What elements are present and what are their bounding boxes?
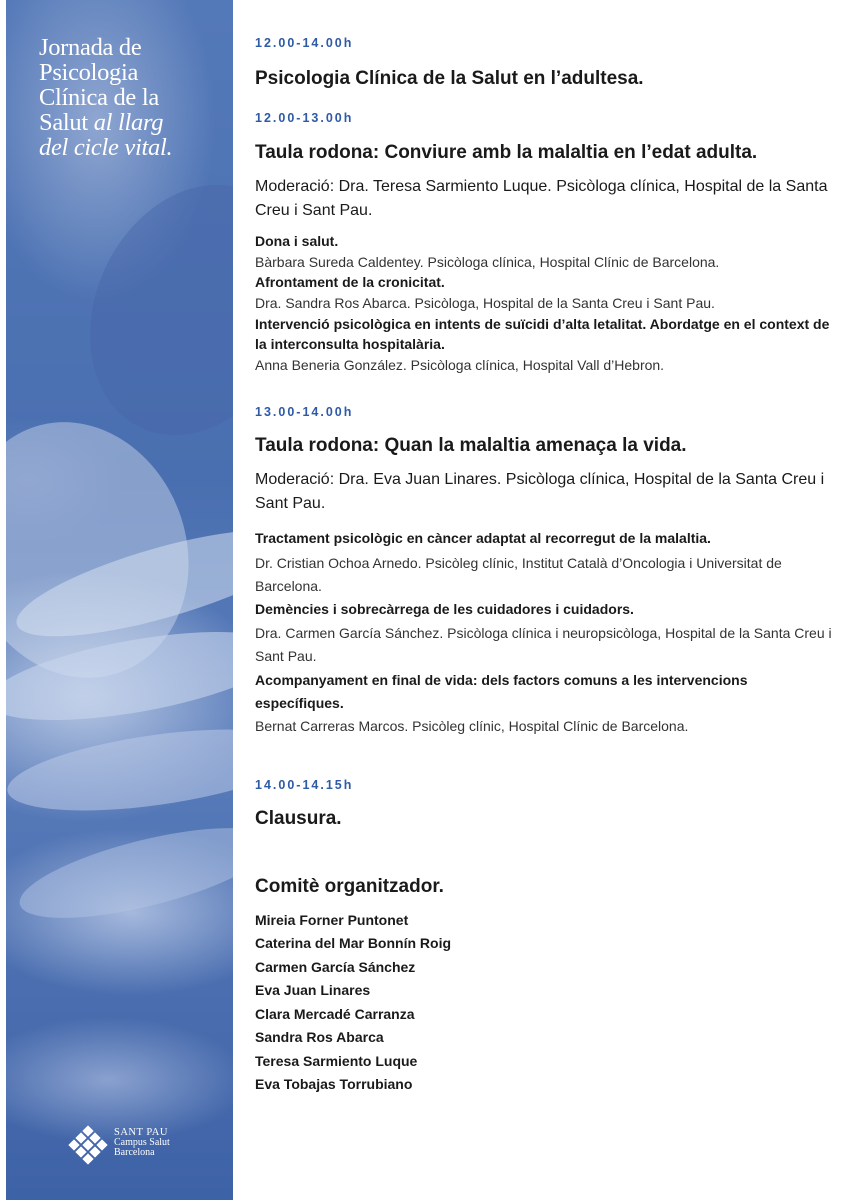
sant-pau-logo (70, 1125, 170, 1161)
committee-member: Carmen García Sánchez (255, 959, 416, 975)
logo-line: SANT PAU (114, 1127, 168, 1138)
talk-title: Acompanyament en final de vida: dels factors comuns a les intervencions específiques. (255, 672, 748, 711)
event-title-italic: al llarg (93, 109, 164, 136)
committee-member: Eva Tobajas Torrubiano (255, 1076, 413, 1092)
committee-member: Sandra Ros Abarca (255, 1029, 384, 1045)
session-title: Taula rodona: Conviure amb la malaltia en l’edat adulta. (255, 142, 758, 163)
time-slot: 14.00-14.15h (255, 778, 354, 792)
talk-speaker: Bàrbara Sureda Caldentey. Psicòloga clínica, Hospital Clínic de Barcelona. (255, 254, 720, 270)
event-title-line (39, 135, 229, 160)
committee-member: Teresa Sarmiento Luque (255, 1053, 418, 1069)
committee-member: Eva Juan Linares (255, 982, 371, 998)
talk-title: Demències i sobrecàrrega de les cuidadores i cuidadors. (255, 601, 634, 617)
committee-title: Comitè organitzador. (255, 876, 444, 897)
talk-title: Dona i salut. (255, 233, 339, 249)
diamond-logo-icon (70, 1125, 106, 1161)
event-title-line: Jornada de (39, 34, 142, 61)
talk-title: Afrontament de la cronicitat. (255, 274, 445, 290)
photo-shape (12, 810, 233, 937)
talk-title: Tractament psicològic en càncer adaptat al recorregut de la malaltia. (255, 530, 711, 546)
talk-speaker: Bernat Carreras Marcos. Psicòleg clínic, Hospital Clínic de Barcelona. (255, 718, 689, 734)
talk-speaker: Dra. Sandra Ros Abarca. Psicòloga, Hospital de la Santa Creu i Sant Pau. (255, 295, 715, 311)
talk-title: Intervenció psicològica en intents de suïcidi d’alta letalitat. Abordatge en el context de la interconsulta hospitalària. (255, 316, 830, 352)
logo-line: Campus Salut (114, 1137, 170, 1148)
talk-speaker: Dr. Cristian Ochoa Arnedo. Psicòleg clínic, Institut Català d’Oncologia i Universitat de Barcelona. (255, 555, 782, 594)
committee-member: Mireia Forner Puntonet (255, 912, 409, 928)
session-title: Taula rodona: Quan la malaltia amenaça la vida. (255, 435, 687, 456)
sidebar-photo-panel (6, 0, 233, 1200)
session-title: Psicologia Clínica de la Salut en l’adultesa. (255, 68, 644, 89)
moderation: Moderació: Dra. Teresa Sarmiento Luque. Psicòloga clínica, Hospital de la Santa Creu i Sant Pau. (255, 178, 828, 219)
event-title (39, 35, 229, 160)
time-slot: 13.00-14.00h (255, 405, 354, 419)
event-title-line: Clínica de la (39, 84, 159, 111)
time-slot: 12.00-14.00h (255, 36, 354, 50)
event-title-line: Psicologia (39, 59, 139, 86)
talk-speaker: Anna Beneria González. Psicòloga clínica, Hospital Vall d’Hebron. (255, 357, 665, 373)
logo-line: Barcelona (114, 1147, 155, 1158)
photo-shape (6, 714, 233, 825)
event-title-text: Salut (39, 109, 94, 136)
event-title-italic: del cicle vital. (39, 134, 173, 161)
talk-speaker: Dra. Carmen García Sánchez. Psicòloga clínica i neuropsicòloga, Hospital de la Santa Creu i Sant Pau. (255, 625, 832, 664)
time-slot: 12.00-13.00h (255, 111, 354, 125)
committee-member: Clara Mercadé Carranza (255, 1006, 415, 1022)
logo-text (114, 1128, 170, 1158)
event-title-line (39, 110, 229, 135)
moderation: Moderació: Dra. Eva Juan Linares. Psicòloga clínica, Hospital de la Santa Creu i Sant Pau. (255, 471, 825, 512)
session-title: Clausura. (255, 808, 342, 829)
committee-member: Caterina del Mar Bonnín Roig (255, 935, 452, 951)
